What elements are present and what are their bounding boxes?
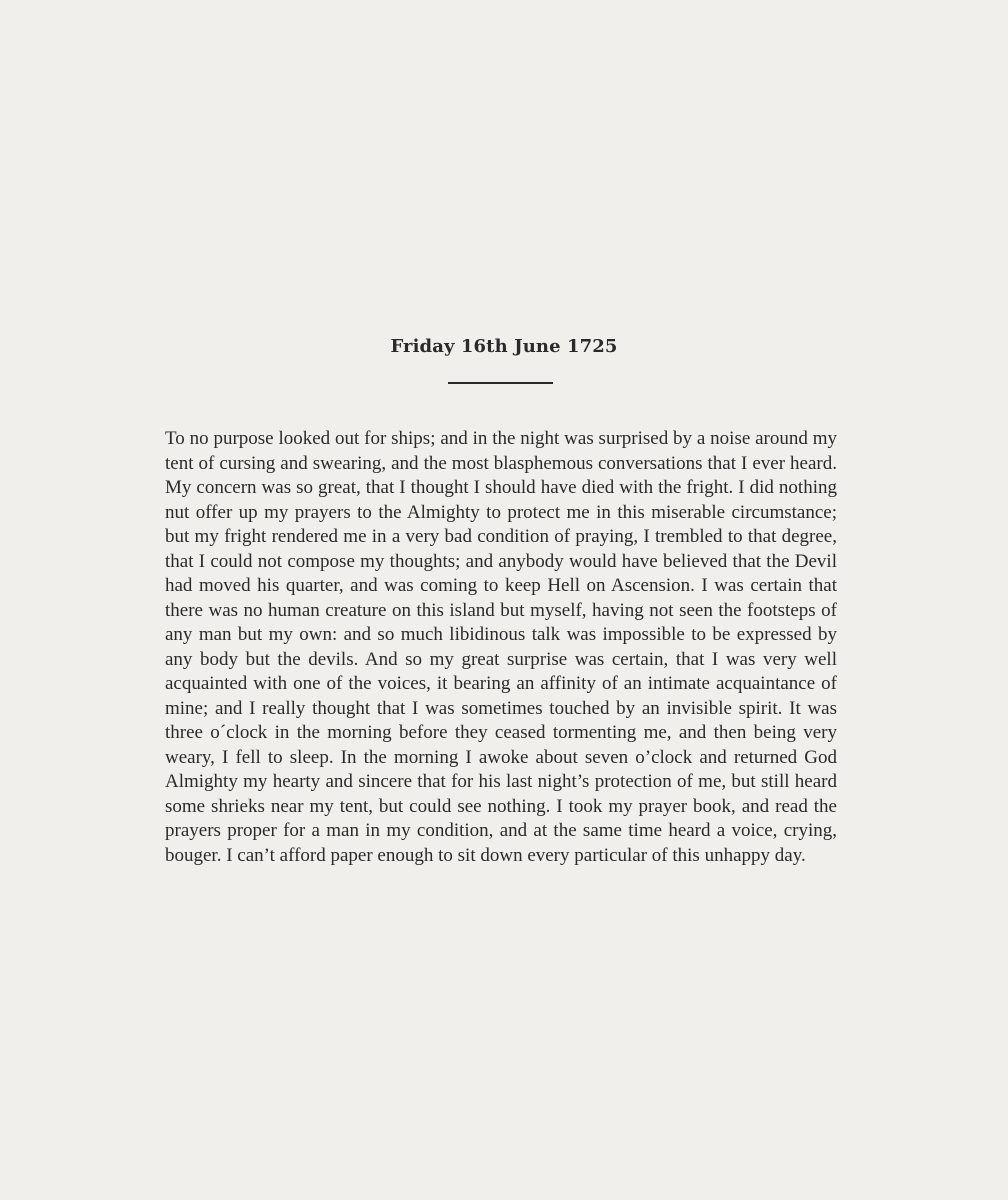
entry-body: To no purpose looked out for ships; and in the night was surprised by a noise around my tent of cursing and swearing, and the most blasphemous conversations that I ever heard. My concern was so great, that I thought I should have died with the fright. I did nothing nut offer up my prayers to the Almighty to protect me in this miserable circumstance; but my fright rendered me in a very bad condition of praying, I trembled to that degree, that I could not compose my thoughts; and anybody would have believed that the Devil had moved his quarter, and was coming to keep Hell on Ascension. I was certain that there was no human creature on this island but myself, having not seen the footsteps of any man but my own: and so much libidinous talk was impossible to be expressed by any body but the devils. And so my great surprise was certain, that I was very well acquainted with one of the voices, it bearing an affinity of an intimate acquaintance of mine; and I really thought that I was sometimes touched by an invisible spirit. It was three o´clock in the morning before they ceased tormenting me, and then being very weary, I fell to sleep. In the morning I awoke about seven o’clock and returned God Almighty my hearty and sincere that for his last night’s protection of me, but still heard some shrieks near my tent, but could see nothing. I took my prayer book, and read the prayers proper for a man in my condition, and at the same time heard a voice, crying, bouger. I can’t afford paper enough to sit down every particular of this unhappy day.	[165, 428, 837, 866]
title-divider	[448, 382, 553, 384]
entry-title: Friday 16th June 1725	[390, 336, 618, 357]
